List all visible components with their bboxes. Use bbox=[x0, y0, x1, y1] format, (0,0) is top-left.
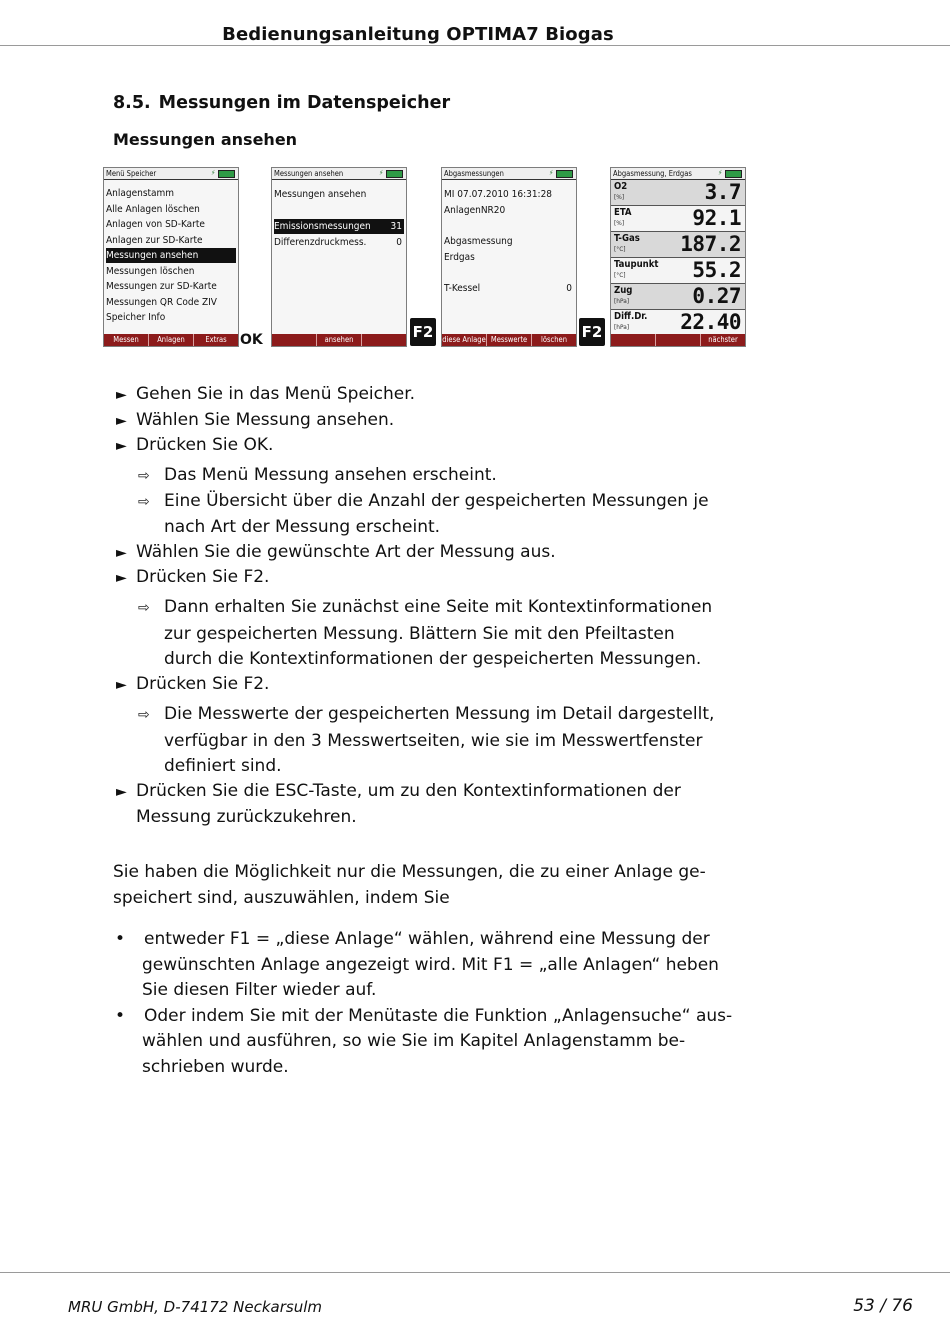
softkey-bar bbox=[272, 334, 406, 346]
list-row-differenzdruckmess: Differenzdruckmess. 0 bbox=[274, 236, 402, 248]
footer-divider bbox=[0, 1272, 950, 1273]
menu-item-anlagenstamm: Anlagenstamm bbox=[106, 188, 175, 199]
paragraph: Sie haben die Möglichkeit nur die Messungen, die zu einer Anlage ge- speichert sind, auszuwählen, indem Sie bbox=[113, 862, 706, 908]
signal-icon: ⚡ bbox=[379, 169, 384, 177]
kessel-row: T-Kessel 0 bbox=[444, 283, 572, 294]
section-title bbox=[113, 93, 450, 113]
signal-icon: ⚡ bbox=[718, 169, 723, 177]
battery-icon bbox=[725, 170, 742, 178]
result-arrow-icon: ⇨ bbox=[138, 493, 150, 510]
step-2: ► Wählen Sie Messung ansehen. bbox=[116, 408, 394, 435]
action-triangle-icon: ► bbox=[116, 544, 127, 561]
softkey-empty bbox=[272, 334, 316, 346]
action-triangle-icon: ► bbox=[116, 783, 127, 800]
screen-title: Menü Speicher ⚡ bbox=[104, 168, 238, 180]
step-6: ► Drücken Sie F2. bbox=[116, 672, 269, 699]
measurement-row-taupunkt: Taupunkt [°C] 55.2 bbox=[611, 258, 745, 284]
action-triangle-icon: ► bbox=[116, 412, 127, 429]
result-arrow-icon: ⇨ bbox=[138, 468, 150, 484]
result-arrow-icon: ⇨ bbox=[138, 600, 150, 616]
step-5: ► Drücken Sie F2. bbox=[116, 565, 269, 592]
menu-item-messungen-ansehen: Messungen ansehen bbox=[106, 248, 236, 263]
menu-item-speicher-info: Speicher Info bbox=[106, 312, 166, 323]
menu-item-anlagen-zur-sd: Anlagen zur SD-Karte bbox=[106, 234, 203, 246]
battery-icon bbox=[386, 170, 403, 178]
subsection-title: Messungen ansehen bbox=[113, 130, 298, 149]
softkey-messwerte: Messwerte bbox=[486, 334, 531, 346]
section-title-text: Messungen im Datenspeicher bbox=[158, 93, 451, 113]
document-header-title: Bedienungsanleitung OPTIMA7 Biogas bbox=[222, 24, 614, 45]
screen-messwerte bbox=[610, 167, 746, 347]
softkey-empty bbox=[611, 334, 655, 346]
step-3: ► Drücken Sie OK. bbox=[116, 433, 273, 460]
softkey-anlagen: Anlagen bbox=[148, 334, 193, 346]
measurement-row-o2: O2 [%] 3.7 bbox=[611, 180, 745, 206]
measurement-datetime: MI 07.07.2010 16:31:28 bbox=[444, 189, 553, 200]
signal-icon: ⚡ bbox=[211, 169, 216, 177]
screen-abgasmessungen bbox=[441, 167, 577, 347]
softkey-naechster: nächster bbox=[700, 334, 745, 346]
key-f2-label: F2 bbox=[410, 318, 436, 346]
result-1: ⇨ Das Menü Messung ansehen erscheint. bbox=[138, 463, 497, 490]
softkey-bar bbox=[611, 334, 745, 346]
page-number: 53 / 76 bbox=[853, 1296, 913, 1316]
result-arrow-icon: ⇨ bbox=[138, 707, 150, 723]
softkey-bar bbox=[104, 334, 238, 346]
menu-item-messungen-zur-sd: Messungen zur SD-Karte bbox=[106, 281, 217, 292]
menu-item-anlagen-von-sd: Anlagen von SD-Karte bbox=[106, 219, 205, 230]
softkey-messen: Messen bbox=[113, 335, 139, 344]
signal-icon: ⚡ bbox=[549, 169, 554, 177]
footer-company: MRU GmbH, D-74172 Neckarsulm bbox=[68, 1298, 322, 1316]
softkey-ansehen: ansehen bbox=[316, 334, 361, 346]
measurement-row-diff-dr: Diff.Dr. [hPa] 22.40 bbox=[611, 310, 745, 336]
step-1: ► Gehen Sie in das Menü Speicher. bbox=[116, 382, 415, 409]
screen-title: Abgasmessung, Erdgas ⚡ bbox=[611, 168, 745, 180]
measurement-row-zug: Zug [hPa] 0.27 bbox=[611, 284, 745, 310]
menu-item-messungen-loeschen: Messungen löschen bbox=[106, 265, 195, 277]
list-row-emissionsmessungen: Emissionsmessungen 31 bbox=[274, 221, 402, 232]
bullet-dot-icon: • bbox=[115, 1005, 126, 1026]
measurement-row-eta: ETA [%] 92.1 bbox=[611, 206, 745, 232]
result-2: ⇨ Eine Übersicht über die Anzahl der gespeicherten Messungen je nach Art der Messung erscheint. bbox=[138, 490, 709, 537]
step-4: ► Wählen Sie die gewünschte Art der Messung aus. bbox=[116, 540, 556, 567]
screen-title: Messungen ansehen ⚡ bbox=[272, 168, 406, 180]
measurement-type: Abgasmessung bbox=[444, 236, 513, 247]
measurement-fuel: Erdgas bbox=[444, 252, 475, 263]
measurement-row-t-gas: T-Gas [°C] 187.2 bbox=[611, 232, 745, 258]
softkey-empty bbox=[655, 334, 700, 346]
header-divider bbox=[0, 45, 950, 46]
screen-menu-speicher bbox=[103, 167, 239, 347]
key-f2-label: F2 bbox=[579, 318, 605, 346]
result-3: ⇨ Dann erhalten Sie zunächst eine Seite mit Kontextinformationen zur gespeicherten Messung. Blättern Sie mit den Pfeiltasten durch die Kontextinformationen der gespeicherten Messungen. bbox=[138, 597, 713, 669]
screen-title: Abgasmessungen ⚡ bbox=[442, 168, 576, 180]
softkey-diese-anlage: diese Anlage bbox=[442, 335, 486, 344]
section-number: 8.5. bbox=[113, 93, 151, 113]
key-ok-label: OK bbox=[240, 332, 263, 348]
battery-icon bbox=[218, 170, 235, 178]
softkey-extras: Extras bbox=[193, 334, 238, 346]
action-triangle-icon: ► bbox=[116, 387, 127, 403]
screen-messungen-ansehen bbox=[271, 167, 407, 347]
step-7: ► Drücken Sie die ESC-Taste, um zu den Kontextinformationen der Messung zurückzukehren. bbox=[116, 780, 681, 827]
softkey-loeschen: löschen bbox=[531, 334, 576, 346]
softkey-bar bbox=[442, 334, 576, 346]
bullet-item-2: • Oder indem Sie mit der Menütaste die Funktion „Anlagensuche“ aus- wählen und ausführen, so wie Sie im Kapitel Anlagenstamm be- schrieben wurde. bbox=[115, 1005, 733, 1077]
softkey-empty bbox=[361, 334, 406, 346]
action-triangle-icon: ► bbox=[116, 570, 127, 586]
bullet-dot-icon: • bbox=[115, 929, 126, 949]
action-triangle-icon: ► bbox=[116, 676, 127, 693]
bullet-item-1: • entweder F1 = „diese Anlage“ wählen, während eine Messung der gewünschten Anlage angezeigt wird. Mit F1 = „alle Anlagen“ heben Sie diesen Filter wieder auf. bbox=[115, 929, 719, 1000]
result-4: ⇨ Die Messwerte der gespeicherten Messung im Detail dargestellt, verfügbar in den 3 Messwertseiten, wie sie im Messwertfenster definiert sind. bbox=[138, 704, 715, 776]
action-triangle-icon: ► bbox=[116, 438, 127, 454]
measurement-plant: AnlagenNR20 bbox=[444, 205, 506, 216]
menu-item-messungen-qr-code: Messungen QR Code ZIV bbox=[106, 296, 217, 308]
battery-icon bbox=[556, 170, 573, 178]
screen-heading: Messungen ansehen bbox=[274, 189, 367, 200]
menu-item-alle-anlagen-loeschen: Alle Anlagen löschen bbox=[106, 203, 200, 215]
